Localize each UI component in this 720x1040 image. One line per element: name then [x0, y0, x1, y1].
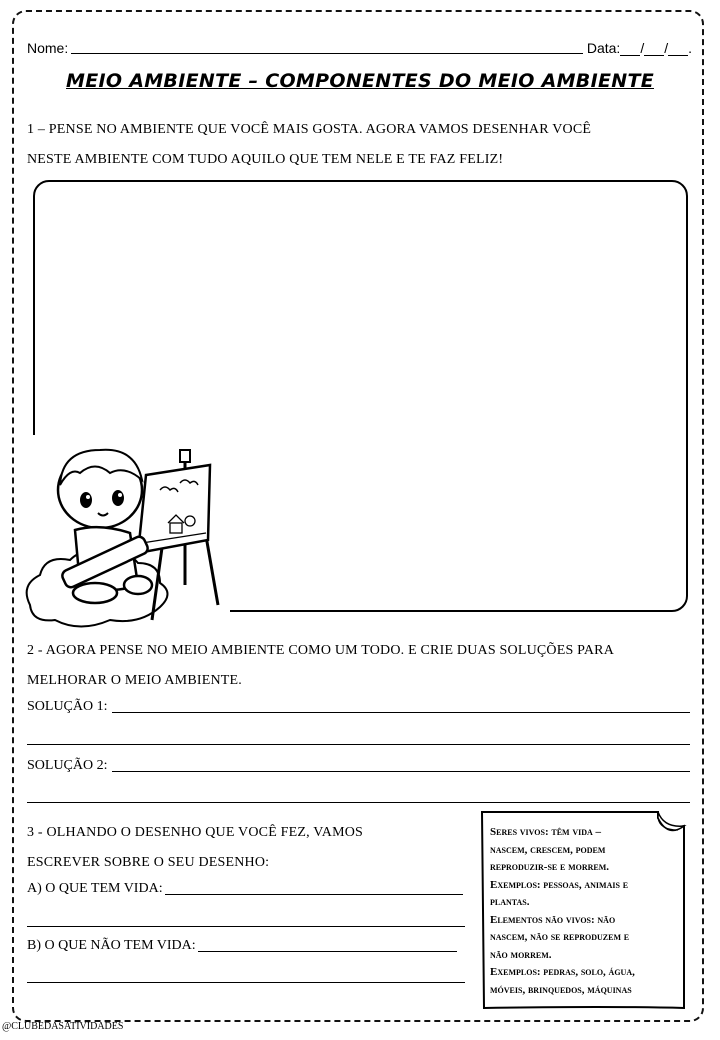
living-things-extra-line[interactable] [27, 926, 465, 927]
note-line: plantas. [490, 896, 530, 908]
living-things-field[interactable] [165, 882, 463, 895]
solution-2-label: SOLUÇÃO 2: [27, 758, 108, 773]
non-living-things-field[interactable] [198, 939, 457, 952]
living-things-row [27, 881, 463, 897]
name-field[interactable] [71, 41, 583, 54]
footer-credit: @CLUBEDASATIVIDADES [2, 1021, 124, 1032]
page-title: MEIO AMBIENTE – COMPONENTES DO MEIO AMBIENTE [66, 70, 654, 92]
solution-1-extra-line[interactable] [27, 744, 690, 745]
solution-2-field[interactable] [112, 759, 690, 772]
date-separator: / [664, 40, 669, 56]
note-line: Exemplos: pedras, solo, água, [490, 966, 635, 978]
date-end: . [688, 40, 692, 56]
non-living-things-extra-line[interactable] [27, 982, 465, 983]
question-3 [27, 818, 467, 878]
question-2 [27, 636, 697, 696]
solution-1-field[interactable] [112, 700, 690, 713]
note-text [490, 824, 682, 999]
note-line: Seres vivos: têm vida – [490, 826, 602, 838]
question-1-line-1: 1 – PENSE NO AMBIENTE QUE VOCÊ MAIS GOSTA. AGORA VAMOS DESENHAR VOCÊ [27, 122, 592, 137]
question-2-line-1: 2 - AGORA PENSE NO MEIO AMBIENTE COMO UM TODO. E CRIE DUAS SOLUÇÕES PARA [27, 643, 615, 658]
note-line: nascem, crescem, podem [490, 843, 606, 856]
date-separator: / [640, 40, 645, 56]
date-day-field[interactable] [620, 43, 640, 56]
note-line: Elementos não vivos: não [490, 913, 616, 926]
date-year-field[interactable] [668, 43, 688, 56]
question-2-line-2: MELHORAR O MEIO AMBIENTE. [27, 673, 242, 688]
child-painting-illustration [20, 435, 230, 635]
question-3-line-2: ESCREVER SOBRE O SEU DESENHO: [27, 855, 270, 870]
question-3-line-1: 3 - OLHANDO O DESENHO QUE VOCÊ FEZ, VAMOS [27, 825, 364, 840]
note-line: reproduzir-se e morrem. [490, 861, 610, 873]
note-line: nascem, não se reproduzem e [490, 931, 630, 943]
date-label: Data: [586, 40, 621, 56]
header-row [27, 40, 692, 56]
living-things-label: A) O QUE TEM VIDA: [27, 881, 163, 896]
solution-1-row [27, 699, 690, 715]
question-1-line-2: NESTE AMBIENTE COM TUDO AQUILO QUE TEM NELE E TE FAZ FELIZ! [27, 152, 504, 167]
non-living-things-row [27, 938, 463, 954]
question-1 [27, 115, 697, 175]
note-line: Exemplos: pessoas, animais e [490, 878, 629, 891]
solution-2-extra-line[interactable] [27, 802, 690, 803]
solution-1-label: SOLUÇÃO 1: [27, 699, 108, 714]
solution-2-row [27, 758, 690, 774]
date-month-field[interactable] [644, 43, 664, 56]
note-line: móveis, brinquedos, máquinas [490, 983, 632, 996]
name-label: Nome: [27, 40, 69, 56]
note-line: não morrem. [490, 948, 552, 961]
non-living-things-label: B) O QUE NÃO TEM VIDA: [27, 938, 196, 953]
